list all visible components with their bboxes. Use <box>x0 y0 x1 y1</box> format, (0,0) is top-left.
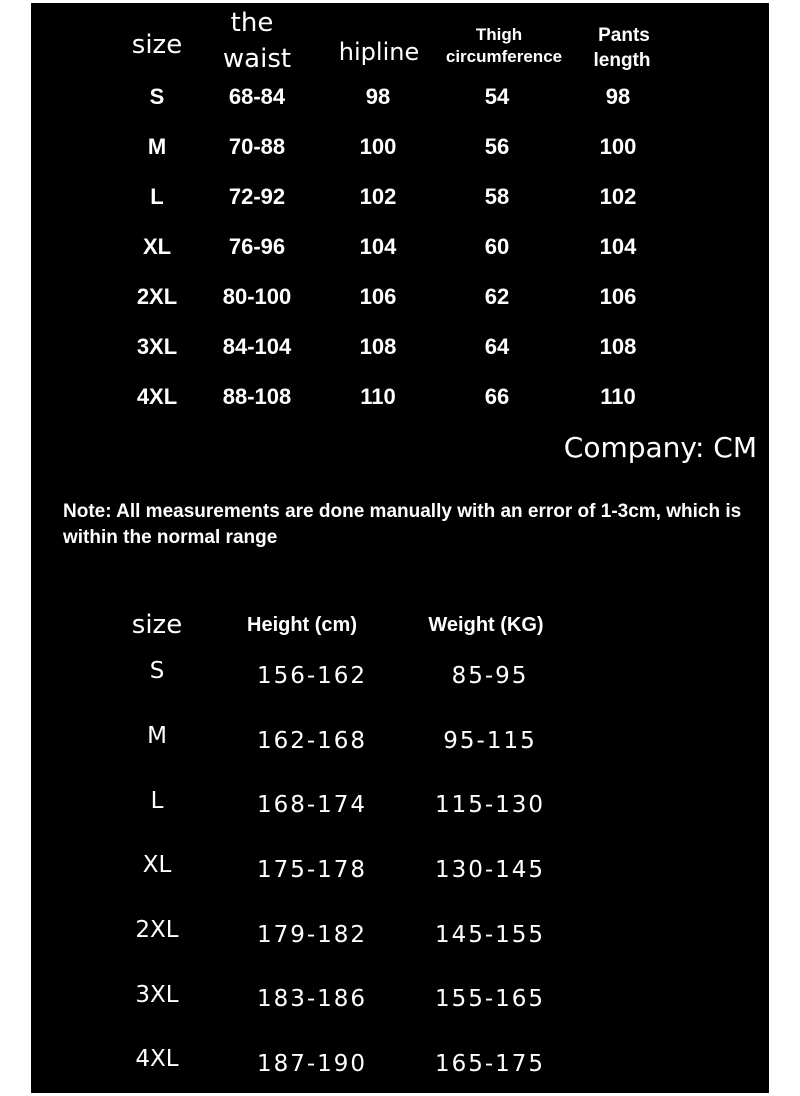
table1-cell-size: L <box>150 184 164 209</box>
table2-cell-size: M <box>147 723 167 749</box>
table1-header-thigh-line1: Thigh <box>475 25 523 44</box>
table1-cell-pants: 106 <box>599 284 637 309</box>
table2-cell-weight: 165-175 <box>434 1051 546 1077</box>
table1-cell-thigh: 56 <box>484 134 510 159</box>
table1-cell-waist: 80-100 <box>222 284 292 309</box>
table1-cell-thigh: 54 <box>484 84 510 109</box>
table1-cell-hipline: 104 <box>359 234 397 259</box>
table2-cell-weight: 115-130 <box>434 792 546 818</box>
table1-cell-thigh: 62 <box>484 284 510 309</box>
table1-header-pants-line2: length <box>593 50 651 71</box>
table1-cell-pants: 110 <box>600 384 636 409</box>
table1-cell-size: XL <box>142 234 172 259</box>
table1-header-waist-line2: waist <box>222 44 292 74</box>
table1-cell-waist: 70-88 <box>228 134 286 159</box>
table1-cell-thigh: 64 <box>484 334 510 359</box>
table2-cell-weight: 85-95 <box>451 663 529 689</box>
table1-header-pants-line1: Pants <box>598 25 650 46</box>
table2-cell-size: XL <box>142 852 172 878</box>
table1-cell-hipline: 102 <box>359 184 397 209</box>
table2-cell-height: 162-168 <box>256 728 368 754</box>
table1-header-hipline: hipline <box>338 38 420 66</box>
table1-cell-size: 2XL <box>136 284 178 309</box>
table2-cell-height: 179-182 <box>256 922 368 948</box>
table2-cell-height: 168-174 <box>256 792 368 818</box>
table2-cell-size: 3XL <box>135 982 179 1008</box>
table2-cell-size: 4XL <box>135 1046 179 1072</box>
table1-cell-thigh: 58 <box>484 184 510 209</box>
table1-cell-thigh: 60 <box>484 234 510 259</box>
table1-cell-hipline: 110 <box>360 384 396 409</box>
company-label: Company: CM <box>563 431 757 464</box>
table1-cell-waist: 72-92 <box>228 184 286 209</box>
table1-cell-pants: 108 <box>599 334 637 359</box>
table1-cell-size: 3XL <box>136 334 178 359</box>
table1-cell-pants: 102 <box>599 184 637 209</box>
table1-cell-thigh: 66 <box>484 384 510 409</box>
table1-cell-hipline: 100 <box>359 134 397 159</box>
table1-cell-size: M <box>147 134 167 159</box>
table1-cell-pants: 98 <box>605 84 631 109</box>
table2-cell-size: 2XL <box>135 917 179 943</box>
table2-header-height: Height (cm) <box>247 614 357 636</box>
table1-header-waist-line1: the <box>230 8 274 38</box>
table2-cell-height: 156-162 <box>256 663 368 689</box>
table1-cell-waist: 76-96 <box>228 234 286 259</box>
table2-cell-weight: 155-165 <box>434 986 546 1012</box>
table1-cell-waist: 88-108 <box>222 384 292 409</box>
table1-cell-size: 4XL <box>136 384 178 409</box>
table1-cell-waist: 68-84 <box>228 84 286 109</box>
table1-cell-hipline: 108 <box>359 334 397 359</box>
table1-cell-hipline: 98 <box>365 84 391 109</box>
table1-cell-hipline: 106 <box>359 284 397 309</box>
table1-cell-pants: 104 <box>599 234 637 259</box>
size-chart <box>31 3 769 1093</box>
table1-cell-pants: 100 <box>599 134 637 159</box>
table2-cell-weight: 95-115 <box>443 728 537 754</box>
table2-cell-size: L <box>150 788 164 814</box>
table2-cell-height: 183-186 <box>256 986 368 1012</box>
table2-header-size: size <box>131 610 183 640</box>
table1-header-size: size <box>131 30 183 60</box>
table2-cell-weight: 145-155 <box>434 922 546 948</box>
table2-cell-weight: 130-145 <box>434 857 546 883</box>
table1-cell-waist: 84-104 <box>222 334 292 359</box>
measurement-note: Note: All measurements are done manually with an error of 1-3cm, which is within the normal range <box>63 501 742 548</box>
table2-cell-height: 175-178 <box>256 857 368 883</box>
table2-cell-height: 187-190 <box>256 1051 368 1077</box>
table2-cell-size: S <box>149 658 165 684</box>
table1-cell-size: S <box>149 84 165 109</box>
table2-header-weight: Weight (KG) <box>428 614 544 636</box>
table1-header-thigh-line2: circumference <box>445 47 563 66</box>
